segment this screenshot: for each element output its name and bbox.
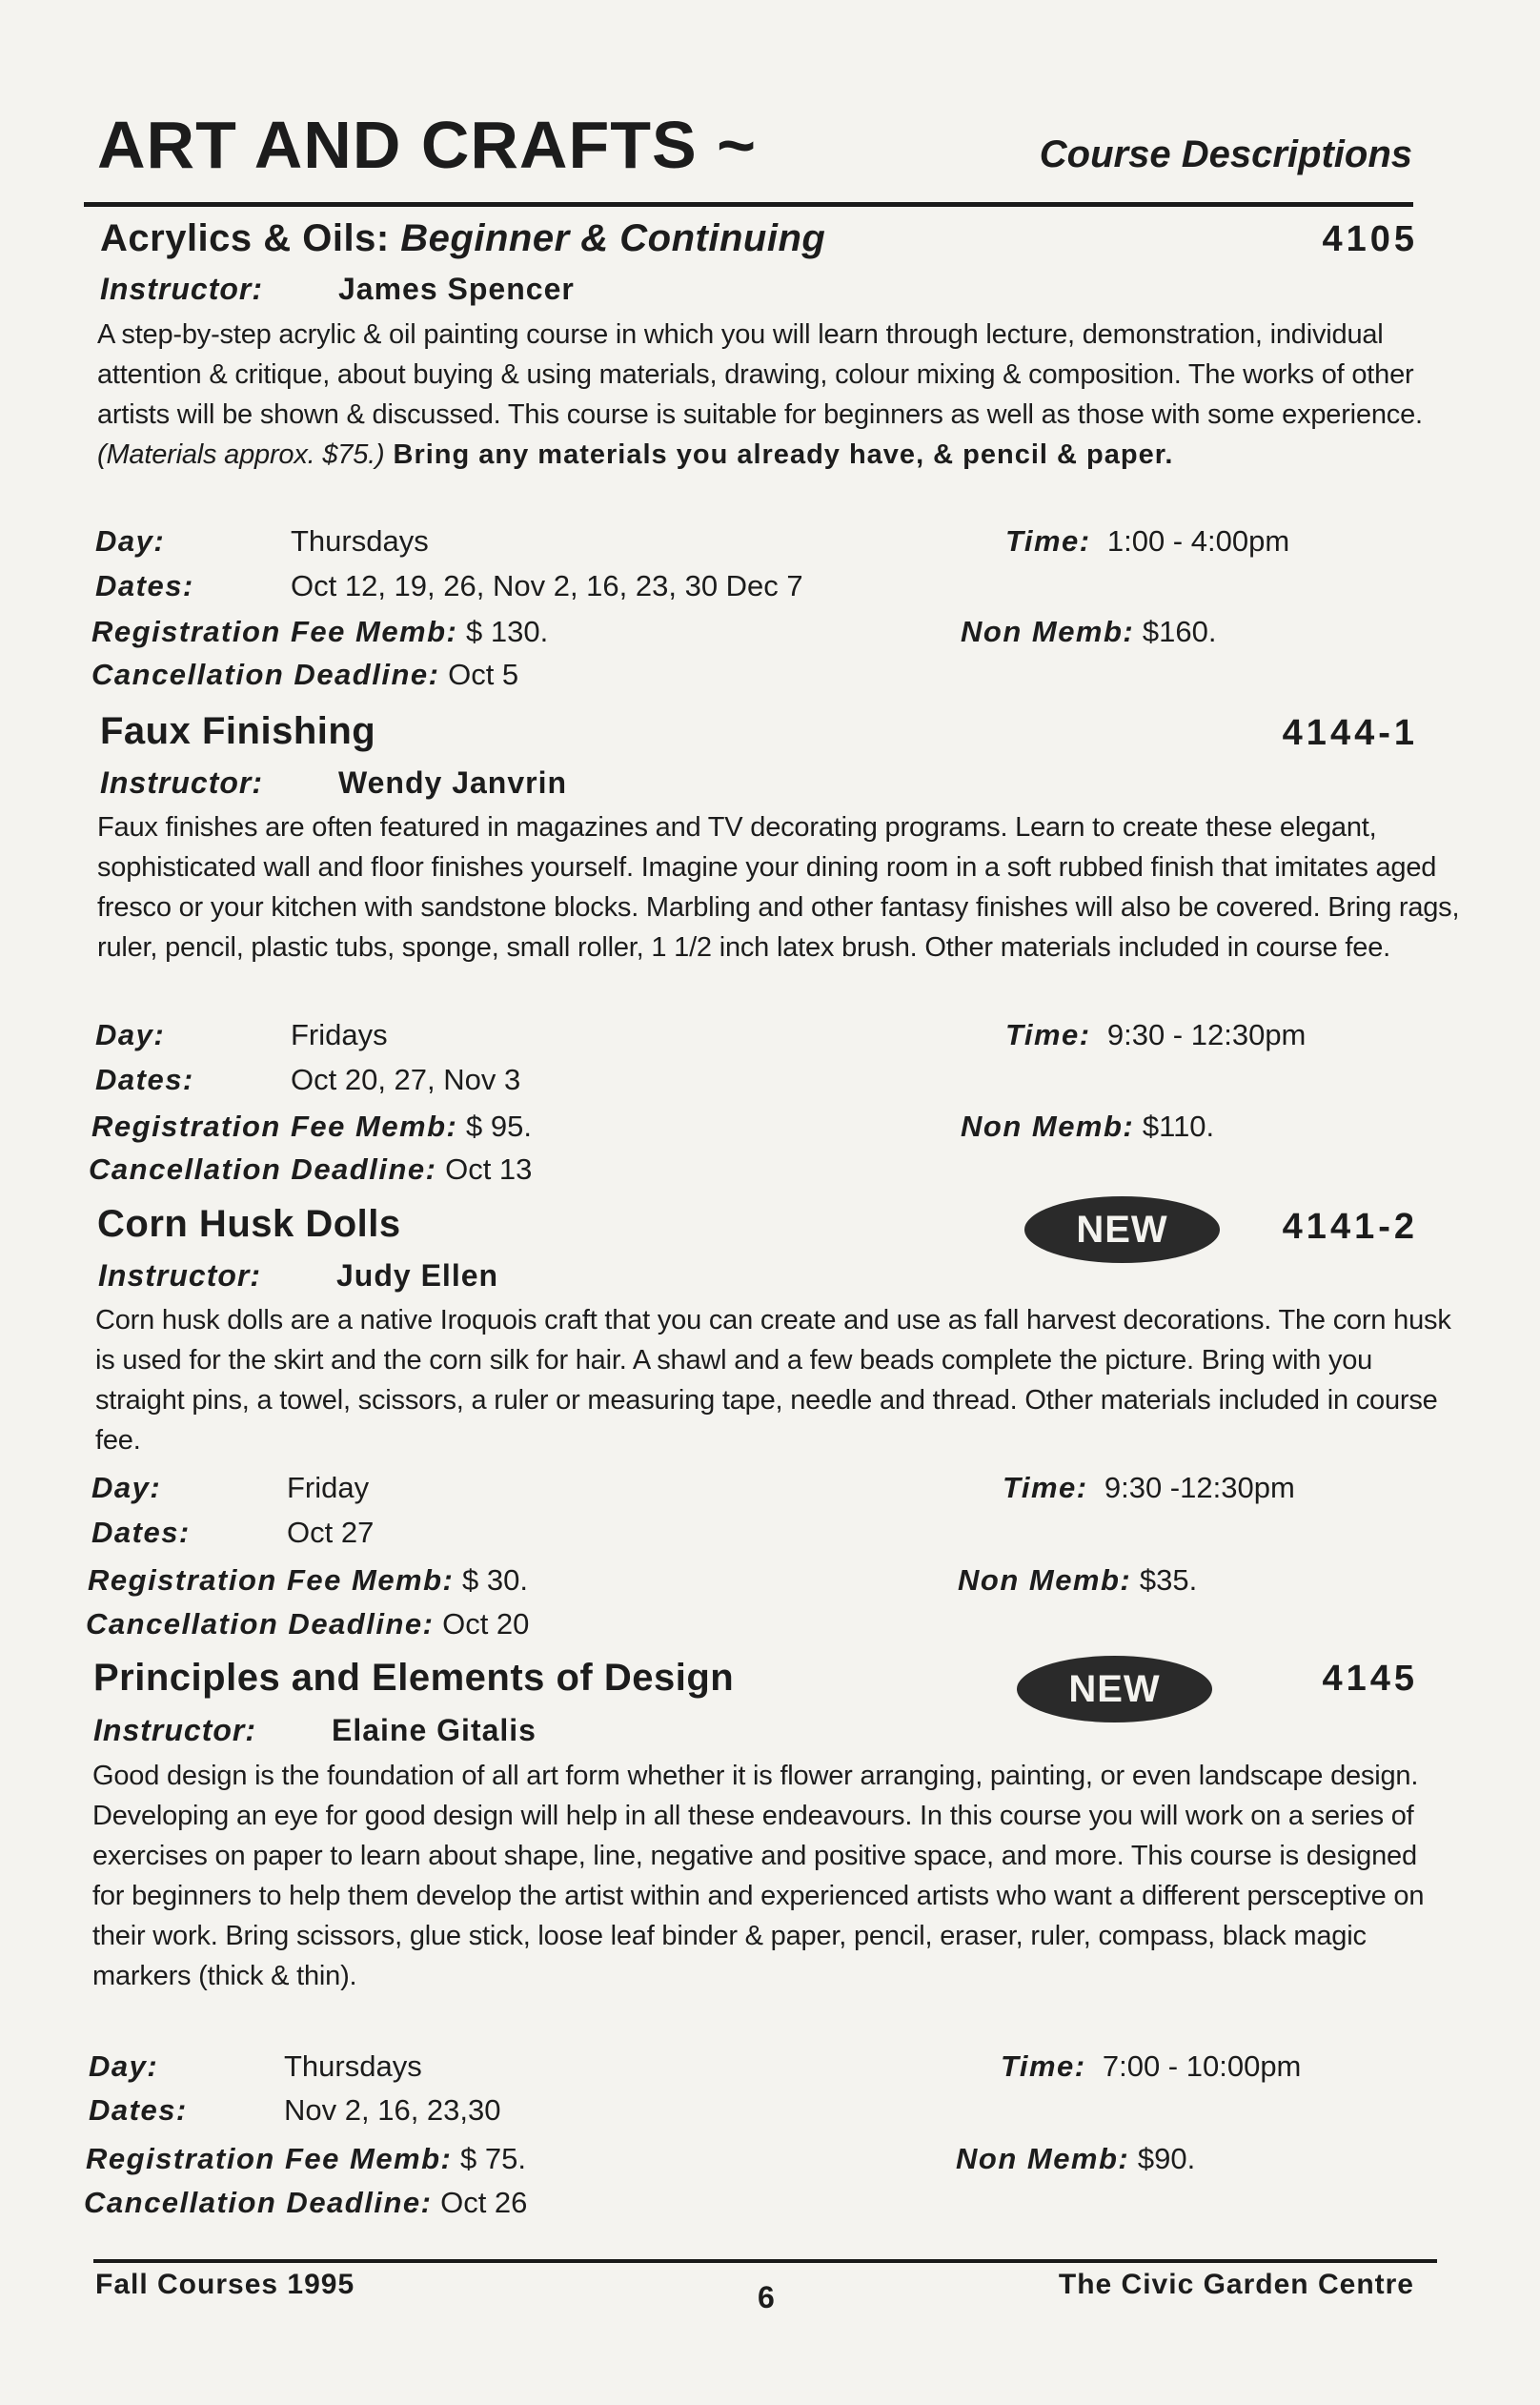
page-title: ART AND CRAFTS ~	[97, 108, 758, 182]
non-member-fee: Non Memb: $160.	[961, 615, 1217, 648]
day-row: Day: Friday	[91, 1471, 370, 1504]
new-badge: NEW	[1017, 1656, 1212, 1722]
instructor-line: Instructor: James Spencer	[100, 272, 575, 306]
cancellation-deadline: Cancellation Deadline: Oct 20	[86, 1607, 530, 1641]
dates-row: Dates: Nov 2, 16, 23,30	[89, 2093, 501, 2127]
course-title: Corn Husk Dolls	[97, 1203, 401, 1245]
course-description: Faux finishes are often featured in magazines and TV decorating programs. Learn to create these elegant, sophisticated wall and floor finishes yourself. Imagine your dining room in a soft rubbed finish that imitates aged fresco or your kitchen with sandstone blocks. Marbling and other fantasy finishes will also be covered. Bring rags, ruler, pencil, plastic tubs, sponge, small roller, 1 1/2 inch latex brush. Other materials included in course fee.	[97, 812, 1460, 963]
cancellation-deadline: Cancellation Deadline: Oct 26	[84, 2186, 528, 2219]
header-rule	[84, 202, 1413, 207]
instructor-name: Elaine Gitalis	[332, 1713, 537, 1747]
page-number: 6	[758, 2280, 775, 2314]
dates-row: Dates: Oct 27	[91, 1516, 375, 1549]
time-row: Time: 9:30 -12:30pm	[1003, 1471, 1295, 1504]
new-badge: NEW	[1024, 1196, 1220, 1263]
course-title: Faux Finishing	[100, 710, 376, 752]
course-code: 4145	[1322, 1659, 1418, 1699]
footer-rule	[93, 2259, 1437, 2263]
footer-organization: The Civic Garden Centre	[1058, 2269, 1414, 2300]
course-code: 4141-2	[1282, 1207, 1418, 1247]
non-member-fee: Non Memb: $35.	[958, 1563, 1198, 1597]
instructor-line: Instructor: Elaine Gitalis	[93, 1713, 537, 1747]
day-row: Day: Thursdays	[89, 2049, 422, 2083]
cancellation-deadline: Cancellation Deadline: Oct 13	[89, 1152, 533, 1186]
course-code: 4144-1	[1282, 713, 1418, 753]
page-subtitle: Course Descriptions	[1039, 133, 1412, 175]
member-fee: Registration Fee Memb: $ 95.	[91, 1110, 532, 1143]
instructor-name: Wendy Janvrin	[338, 765, 568, 800]
day-row: Day: Fridays	[95, 1018, 388, 1051]
non-member-fee: Non Memb: $90.	[956, 2142, 1196, 2175]
instructor-name: James Spencer	[338, 272, 575, 306]
day-row: Day: Thursdays	[95, 524, 429, 558]
cancellation-deadline: Cancellation Deadline: Oct 5	[91, 658, 519, 691]
non-member-fee: Non Memb: $110.	[961, 1110, 1215, 1143]
course-description: Corn husk dolls are a native Iroquois craft that you can create and use as fall harvest decorations. The corn husk is used for the skirt and the corn silk for hair. A shawl and a few beads complete the picture. Bring with you straight pins, a towel, scissors, a ruler or measuring tape, needle and thread. Other materials included in course fee.	[95, 1305, 1451, 1456]
footer-season: Fall Courses 1995	[95, 2269, 355, 2300]
time-row: Time: 7:00 - 10:00pm	[1001, 2049, 1302, 2083]
member-fee: Registration Fee Memb: $ 30.	[88, 1563, 528, 1597]
instructor-name: Judy Ellen	[336, 1258, 499, 1293]
member-fee: Registration Fee Memb: $ 130.	[91, 615, 549, 648]
dates-row: Dates: Oct 12, 19, 26, Nov 2, 16, 23, 30 Dec 7	[95, 569, 803, 602]
dates-row: Dates: Oct 20, 27, Nov 3	[95, 1063, 521, 1096]
course-title: Acrylics & Oils: Beginner & Continuing	[100, 217, 826, 259]
course-title: Principles and Elements of Design	[93, 1657, 735, 1699]
instructor-line: Instructor: Judy Ellen	[98, 1258, 499, 1293]
course-description: Good design is the foundation of all art form whether it is flower arranging, painting, or even landscape design. Developing an eye for good design will help in all these endeavours. In this course you will work on a series of exercises on paper to learn about shape, line, negative and positive space, and more. This course is designed for beginners to help them develop the artist within and experienced artists who want a different persceptive on their work. Bring scissors, glue stick, loose leaf binder & paper, pencil, eraser, ruler, compass, black magic markers (thick & thin).	[92, 1761, 1425, 1991]
page-header	[97, 107, 1412, 202]
time-row: Time: 9:30 - 12:30pm	[1005, 1018, 1307, 1051]
member-fee: Registration Fee Memb: $ 75.	[86, 2142, 526, 2175]
course-code: 4105	[1322, 219, 1418, 259]
course-description: A step-by-step acrylic & oil painting course in which you will learn through lecture, demonstration, individual attention & critique, about buying & using materials, drawing, colour mixing & composition. The works of other artists will be shown & discussed. This course is suitable for beginners as well as those with some experience. (Materials approx. $75.) Bring any materials you already have, & pencil & paper.	[97, 319, 1423, 470]
instructor-line: Instructor: Wendy Janvrin	[100, 765, 568, 800]
time-row: Time: 1:00 - 4:00pm	[1005, 524, 1290, 558]
